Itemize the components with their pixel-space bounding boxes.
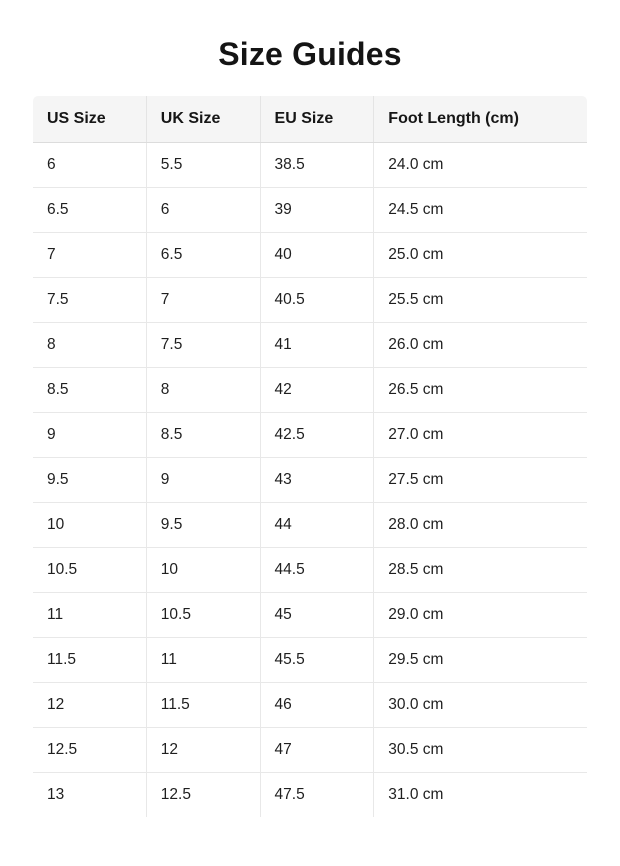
- cell-eu-size: 46: [260, 683, 374, 728]
- cell-foot-length: 24.0 cm: [374, 143, 588, 188]
- cell-foot-length: 26.0 cm: [374, 323, 588, 368]
- table-body: [33, 143, 588, 818]
- cell-us-size: 7: [33, 233, 147, 278]
- cell-eu-size: 40: [260, 233, 374, 278]
- cell-foot-length: 29.5 cm: [374, 638, 588, 683]
- table-row: [33, 503, 588, 548]
- cell-foot-length: 31.0 cm: [374, 773, 588, 818]
- cell-us-size: 9: [33, 413, 147, 458]
- cell-eu-size: 45: [260, 593, 374, 638]
- cell-uk-size: 7.5: [146, 323, 260, 368]
- table-row: [33, 458, 588, 503]
- cell-foot-length: 30.5 cm: [374, 728, 588, 773]
- cell-foot-length: 28.0 cm: [374, 503, 588, 548]
- cell-eu-size: 44.5: [260, 548, 374, 593]
- size-guide-table: [32, 95, 588, 818]
- cell-foot-length: 27.0 cm: [374, 413, 588, 458]
- cell-foot-length: 30.0 cm: [374, 683, 588, 728]
- cell-uk-size: 11.5: [146, 683, 260, 728]
- cell-uk-size: 12: [146, 728, 260, 773]
- cell-us-size: 11: [33, 593, 147, 638]
- cell-eu-size: 44: [260, 503, 374, 548]
- cell-us-size: 12.5: [33, 728, 147, 773]
- table-header: [33, 96, 588, 143]
- cell-us-size: 10: [33, 503, 147, 548]
- cell-uk-size: 5.5: [146, 143, 260, 188]
- column-header-us-size: US Size: [33, 96, 147, 143]
- table-row: [33, 548, 588, 593]
- cell-eu-size: 42.5: [260, 413, 374, 458]
- cell-uk-size: 10: [146, 548, 260, 593]
- cell-foot-length: 25.5 cm: [374, 278, 588, 323]
- table-row: [33, 188, 588, 233]
- cell-foot-length: 27.5 cm: [374, 458, 588, 503]
- cell-eu-size: 42: [260, 368, 374, 413]
- cell-eu-size: 47.5: [260, 773, 374, 818]
- table-row: [33, 638, 588, 683]
- cell-foot-length: 24.5 cm: [374, 188, 588, 233]
- size-table-container: [32, 95, 588, 818]
- cell-uk-size: 7: [146, 278, 260, 323]
- table-row: [33, 413, 588, 458]
- cell-uk-size: 6.5: [146, 233, 260, 278]
- column-header-foot-length: Foot Length (cm): [374, 96, 588, 143]
- table-row: [33, 593, 588, 638]
- column-header-uk-size: UK Size: [146, 96, 260, 143]
- table-row: [33, 233, 588, 278]
- table-row: [33, 278, 588, 323]
- cell-foot-length: 26.5 cm: [374, 368, 588, 413]
- cell-uk-size: 8.5: [146, 413, 260, 458]
- table-row: [33, 683, 588, 728]
- cell-eu-size: 43: [260, 458, 374, 503]
- page-title: Size Guides: [218, 36, 402, 72]
- cell-us-size: 12: [33, 683, 147, 728]
- table-header-row: [33, 96, 588, 143]
- cell-us-size: 7.5: [33, 278, 147, 323]
- cell-eu-size: 47: [260, 728, 374, 773]
- table-row: [33, 323, 588, 368]
- table-row: [33, 728, 588, 773]
- table-row: [33, 143, 588, 188]
- cell-foot-length: 25.0 cm: [374, 233, 588, 278]
- cell-eu-size: 40.5: [260, 278, 374, 323]
- cell-us-size: 8: [33, 323, 147, 368]
- table-row: [33, 368, 588, 413]
- cell-eu-size: 45.5: [260, 638, 374, 683]
- cell-uk-size: 9.5: [146, 503, 260, 548]
- cell-us-size: 6: [33, 143, 147, 188]
- cell-uk-size: 6: [146, 188, 260, 233]
- cell-us-size: 6.5: [33, 188, 147, 233]
- cell-uk-size: 12.5: [146, 773, 260, 818]
- cell-us-size: 9.5: [33, 458, 147, 503]
- column-header-eu-size: EU Size: [260, 96, 374, 143]
- cell-us-size: 8.5: [33, 368, 147, 413]
- cell-eu-size: 39: [260, 188, 374, 233]
- cell-foot-length: 28.5 cm: [374, 548, 588, 593]
- cell-uk-size: 10.5: [146, 593, 260, 638]
- cell-eu-size: 41: [260, 323, 374, 368]
- cell-uk-size: 9: [146, 458, 260, 503]
- table-row: [33, 773, 588, 818]
- cell-eu-size: 38.5: [260, 143, 374, 188]
- cell-uk-size: 8: [146, 368, 260, 413]
- cell-us-size: 10.5: [33, 548, 147, 593]
- cell-us-size: 13: [33, 773, 147, 818]
- cell-us-size: 11.5: [33, 638, 147, 683]
- cell-uk-size: 11: [146, 638, 260, 683]
- cell-foot-length: 29.0 cm: [374, 593, 588, 638]
